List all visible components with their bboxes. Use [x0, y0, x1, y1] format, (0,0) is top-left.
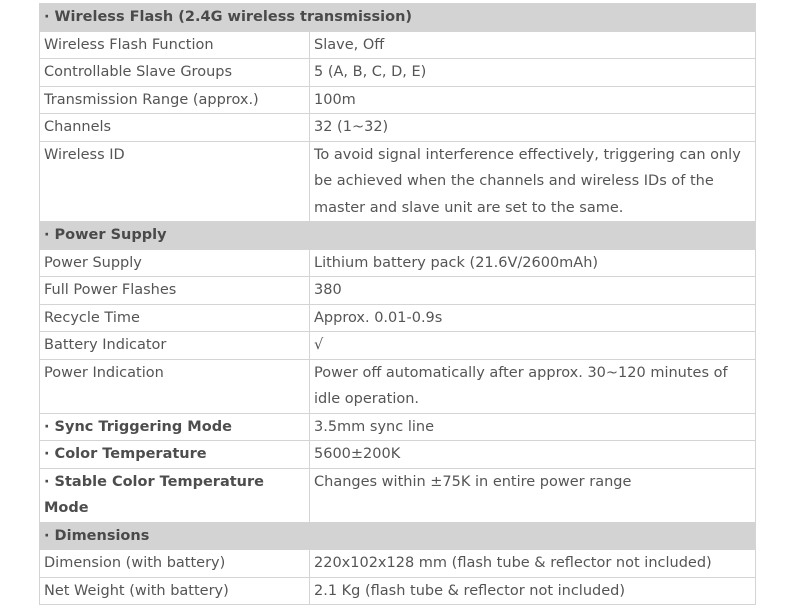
- spec-value: 5 (A, B, C, D, E): [310, 59, 756, 87]
- spec-value: 32 (1~32): [310, 114, 756, 142]
- spec-label: Wireless ID: [40, 141, 310, 222]
- section-title-dimensions: · Dimensions: [40, 522, 756, 550]
- spec-label: · Sync Triggering Mode: [40, 413, 310, 441]
- section-title-power: · Power Supply: [40, 222, 756, 250]
- table-row: [40, 31, 756, 59]
- spec-label: Wireless Flash Function: [40, 31, 310, 59]
- table-row: [40, 413, 756, 441]
- table-row: [40, 141, 756, 222]
- spec-label: Dimension (with battery): [40, 550, 310, 578]
- spec-value: 5600±200K: [310, 441, 756, 469]
- table-row: [40, 577, 756, 605]
- spec-table: [39, 3, 756, 605]
- spec-value: 220x102x128 mm (flash tube & reflector not included): [310, 550, 756, 578]
- section-row-power: [40, 222, 756, 250]
- spec-value: 100m: [310, 86, 756, 114]
- spec-label: Recycle Time: [40, 304, 310, 332]
- table-row: [40, 114, 756, 142]
- spec-value: Approx. 0.01-0.9s: [310, 304, 756, 332]
- spec-value: Lithium battery pack (21.6V/2600mAh): [310, 249, 756, 277]
- spec-value: 2.1 Kg (flash tube & reflector not included): [310, 577, 756, 605]
- table-row: [40, 86, 756, 114]
- table-row: [40, 304, 756, 332]
- spec-label: Net Weight (with battery): [40, 577, 310, 605]
- spec-label: Power Supply: [40, 249, 310, 277]
- table-row: [40, 441, 756, 469]
- section-title-wireless: · Wireless Flash (2.4G wireless transmission): [40, 4, 756, 32]
- spec-value: To avoid signal interference effectively, triggering can only be achieved when the channels and wireless IDs of the master and slave unit are set to the same.: [310, 141, 756, 222]
- spec-label: Controllable Slave Groups: [40, 59, 310, 87]
- table-row: [40, 249, 756, 277]
- spec-value: Changes within ±75K in entire power range: [310, 468, 756, 522]
- spec-label: Full Power Flashes: [40, 277, 310, 305]
- spec-value: √: [310, 332, 756, 360]
- spec-label: · Color Temperature: [40, 441, 310, 469]
- table-row: [40, 550, 756, 578]
- spec-label: Transmission Range (approx.): [40, 86, 310, 114]
- spec-label: Battery Indicator: [40, 332, 310, 360]
- spec-label: Power Indication: [40, 359, 310, 413]
- spec-value: Power off automatically after approx. 30~120 minutes of idle operation.: [310, 359, 756, 413]
- spec-value: 3.5mm sync line: [310, 413, 756, 441]
- spec-value: Slave, Off: [310, 31, 756, 59]
- table-row: [40, 277, 756, 305]
- spec-value: 380: [310, 277, 756, 305]
- table-row: [40, 59, 756, 87]
- section-row-wireless: [40, 4, 756, 32]
- spec-label: Channels: [40, 114, 310, 142]
- section-row-dimensions: [40, 522, 756, 550]
- table-row: [40, 332, 756, 360]
- table-row: [40, 468, 756, 522]
- spec-label: · Stable Color Temperature Mode: [40, 468, 310, 522]
- table-row: [40, 359, 756, 413]
